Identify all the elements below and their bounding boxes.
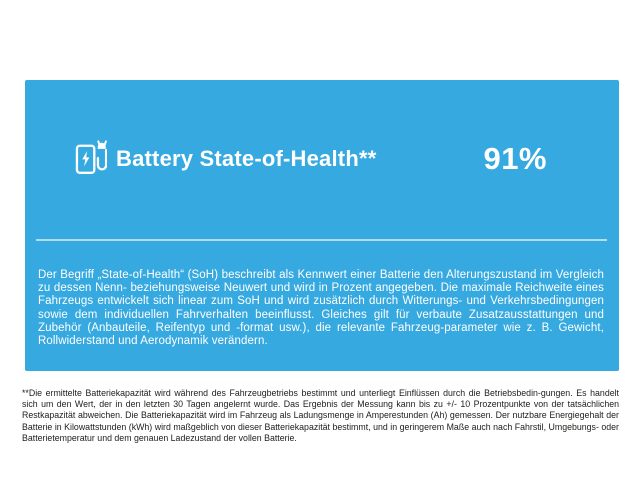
- divider: [36, 239, 607, 241]
- soh-percentage-value: 91%: [483, 141, 547, 176]
- card-title: Battery State-of-Health**: [116, 146, 377, 171]
- battery-soh-card: [25, 80, 619, 371]
- footnote-text: **Die ermittelte Batteriekapazität wird während des Fahrzeugbetriebs bestimmt und unterliegt Einflüssen durch die Betriebsbedin-gungen. Es handelt sich um den Wert, der in den letzten 30 Tagen angelernt wurde. Das Ergebnis der Messung kann bis zu +/- 10 Prozentpunkte von der tatsächlichen Restkapazität abweichen. Die Batteriekapazität wird im Fahrzeug als Ladungsmenge in Amperestunden (Ah) gemessen. Der nutzbare Energiegehalt der Batterie in Kilowattstunden (kWh) wird maßgeblich von dieser Batteriekapazität bestimmt, und in geringerem Maße auch nach Fahrstil, Umgebungs- oder Batterietemperatur und dem genauen Ladezustand der vollen Batterie.: [22, 388, 619, 443]
- card-header: [25, 80, 619, 238]
- ev-charging-station-icon: [75, 137, 107, 181]
- soh-description-text: Der Begriff „State-of-Health“ (SoH) beschreibt als Kennwert einer Batterie den Alterungszustand im Vergleich zu dessen Nenn- beziehungsweise Neuwert und wird in Prozent angegeben. Die maximale Reichweite eines Fahrzeugs entwickelt sich linear zum SoH und wird zusätzlich durch Witterungs- und Verkehrsbedingungen sowie dem individuellen Fahrverhalten beeinflusst. Gleiches gilt für verbaute Zusatzausstattungen und Zubehör (Anbauteile, Reifentyp und -format usw.), die relevante Fahrzeug-parameter wie z. B. Gewicht, Rollwiderstand und Aerodynamik verändern.: [38, 269, 604, 348]
